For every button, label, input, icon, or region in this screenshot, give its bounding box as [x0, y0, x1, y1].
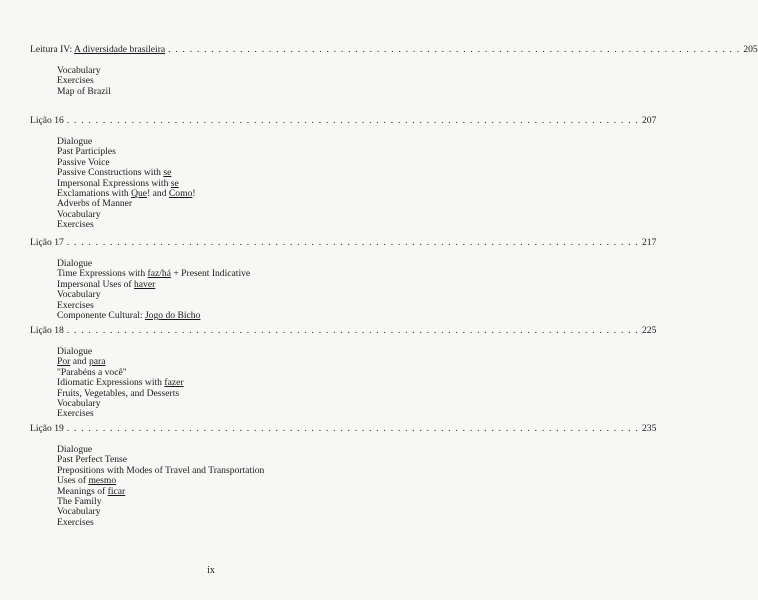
- chapter-title: [30, 325, 64, 337]
- topic-list: [57, 137, 393, 231]
- text-run: Exercises: [57, 408, 94, 420]
- topic-item: [57, 347, 393, 357]
- chapter-title: [30, 237, 64, 249]
- text-run: Adverbs of Manner: [57, 198, 133, 210]
- text-run: Idiomatic Expressions with: [57, 377, 165, 389]
- text-run: Dialogue: [57, 444, 93, 455]
- page-reference: 207: [642, 115, 657, 126]
- topic-item: [57, 220, 393, 230]
- page-number: ix: [207, 565, 215, 576]
- text-run: Uses of: [57, 475, 89, 487]
- text-run: Vocabulary: [57, 506, 101, 518]
- chapter-title: [30, 115, 64, 127]
- text-run: Dialogue: [57, 258, 93, 269]
- chapter-title: [30, 423, 64, 435]
- text-run: !: [192, 187, 196, 199]
- underlined-term: ficar: [107, 485, 126, 497]
- toc-entry-heading: [30, 325, 657, 337]
- page-reference: 225: [642, 325, 657, 336]
- underlined-term: Jogo do Bicho: [144, 309, 201, 321]
- underlined-term: mesmo: [88, 475, 117, 487]
- underlined-term: para: [88, 356, 106, 368]
- toc-entry: [30, 423, 657, 528]
- topic-item: [57, 210, 393, 220]
- leader-dots: . . . . . . . . . . . . . . . . . . . . . . . . . . . . . . . . . . . . . . . . . . . . . . . . . . . . . . . . . . . . . . . . . . . . . . . . . . . . . . . .: [66, 423, 639, 434]
- text-run: Componente Cultural:: [57, 309, 145, 321]
- toc-entry-heading: [30, 423, 657, 435]
- text-run: Impersonal Uses of: [57, 278, 134, 290]
- text-run: Vocabulary: [57, 397, 101, 409]
- text-run: ! and: [147, 187, 169, 199]
- text-run: Exercises: [57, 516, 94, 528]
- text-run: Dialogue: [57, 346, 93, 357]
- text-run: Vocabulary: [57, 289, 101, 301]
- toc-entry: [30, 325, 657, 420]
- underlined-term: se: [170, 177, 179, 189]
- topic-item: [57, 66, 393, 76]
- text-run: Lição 16: [30, 115, 64, 126]
- text-run: Leitura IV:: [30, 44, 75, 55]
- topic-item: [57, 311, 393, 321]
- topic-item: [57, 290, 393, 300]
- text-run: The Family: [57, 495, 102, 507]
- underlined-term: haver: [134, 278, 156, 290]
- toc-entry: [30, 115, 657, 231]
- topic-list: [57, 66, 393, 97]
- toc-entry-heading: [30, 115, 657, 127]
- underlined-term: se: [163, 167, 172, 179]
- topic-item: [57, 280, 393, 290]
- text-run: Vocabulary: [57, 65, 101, 76]
- text-run: Time Expressions with: [57, 268, 148, 280]
- page-reference: 235: [642, 423, 657, 434]
- underlined-term: faz/há: [147, 268, 171, 280]
- text-run: Exercises: [57, 299, 94, 311]
- text-run: Meanings of: [57, 485, 108, 497]
- text-run: Fruits, Vegetables, and Desserts: [57, 387, 180, 399]
- text-run: Lição 18: [30, 325, 64, 336]
- topic-item: [57, 199, 393, 209]
- page-reference: 205: [743, 44, 758, 55]
- text-run: Map of Brazil: [57, 85, 111, 97]
- text-run: Passive Constructions with: [57, 167, 164, 179]
- page-reference: 217: [642, 237, 657, 248]
- topic-item: [57, 497, 393, 507]
- text-run: + Present Indicative: [170, 268, 251, 280]
- topic-item: [57, 399, 393, 409]
- topic-list: [57, 347, 393, 420]
- text-run: Exercises: [57, 75, 94, 87]
- text-run: Vocabulary: [57, 208, 101, 220]
- text-run: Exclamations with: [57, 187, 132, 199]
- topic-item: [57, 389, 393, 399]
- toc-entry-heading: [30, 237, 657, 249]
- leader-dots: . . . . . . . . . . . . . . . . . . . . . . . . . . . . . . . . . . . . . . . . . . . . . . . . . . . . . . . . . . . . . . . . . . . . . . . . . . . . . . . .: [66, 115, 639, 126]
- text-run: Lição 17: [30, 237, 64, 248]
- topic-list: [57, 259, 393, 321]
- toc-entry: [30, 44, 758, 97]
- text-run: and: [70, 356, 89, 368]
- leader-dots: . . . . . . . . . . . . . . . . . . . . . . . . . . . . . . . . . . . . . . . . . . . . . . . . . . . . . . . . . . . . . . . . . . . . . . . . . . . . . . . .: [168, 44, 741, 55]
- underlined-term: Como: [168, 187, 193, 199]
- underlined-term: Por: [57, 356, 71, 368]
- topic-item: [57, 518, 393, 528]
- underlined-term: A diversidade brasileira: [74, 44, 166, 55]
- underlined-term: fazer: [164, 377, 184, 389]
- text-run: Past Participles: [57, 146, 116, 158]
- toc-entry-heading: [30, 44, 758, 56]
- text-run: Prepositions with Modes of Travel and Transportation: [57, 464, 265, 476]
- text-run: Dialogue: [57, 136, 93, 147]
- chapter-title: [30, 44, 165, 56]
- underlined-term: Que: [131, 187, 148, 199]
- text-run: "Parabéns a você": [57, 366, 127, 378]
- text-run: Exercises: [57, 219, 94, 231]
- topic-item: [57, 507, 393, 517]
- text-run: Impersonal Expressions with: [57, 177, 171, 189]
- text-run: Lição 19: [30, 423, 64, 434]
- topic-item: [57, 487, 393, 497]
- leader-dots: . . . . . . . . . . . . . . . . . . . . . . . . . . . . . . . . . . . . . . . . . . . . . . . . . . . . . . . . . . . . . . . . . . . . . . . . . . . . . . . .: [66, 325, 639, 336]
- topic-item: [57, 409, 393, 419]
- topic-item: [57, 87, 393, 97]
- toc-entry: [30, 237, 657, 321]
- topic-list: [57, 445, 393, 528]
- text-run: Passive Voice: [57, 156, 110, 168]
- leader-dots: . . . . . . . . . . . . . . . . . . . . . . . . . . . . . . . . . . . . . . . . . . . . . . . . . . . . . . . . . . . . . . . . . . . . . . . . . . . . . . . .: [66, 237, 639, 248]
- text-run: Past Perfect Tense: [57, 454, 128, 466]
